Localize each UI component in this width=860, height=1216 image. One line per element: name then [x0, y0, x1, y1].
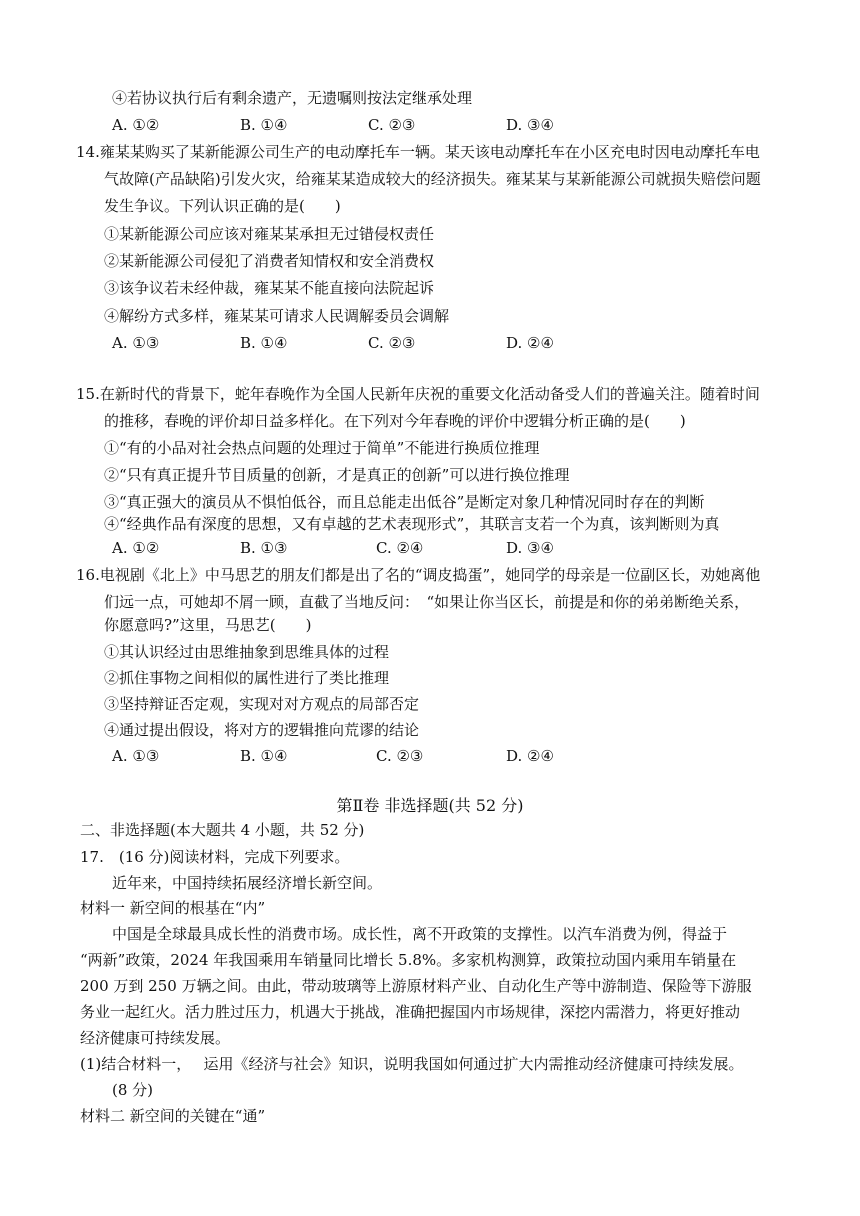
q14-choice-a: A. ①③	[112, 334, 160, 352]
q15-item-3: ③“真正强大的演员从不惧怕低谷，而且总能走出低谷”是断定对象几种情况同时存在的判断	[104, 493, 705, 511]
q15-choices	[112, 537, 672, 559]
q17-sub1: (1)结合材料一， 运用《经济与社会》知识，说明我国如何通过扩大内需推动经济健康可持续发展。	[80, 1055, 744, 1073]
q14-item-3: ③该争议若未经仲裁，雍某某不能直接向法院起诉	[104, 279, 435, 297]
q17-material1-line-4: 务业一起红火。活力胜过压力，机遇大于挑战，准确把握国内市场规律，深挖内需潜力，将更好推动	[80, 1003, 741, 1021]
q17-material1-line-5: 经济健康可持续发展。	[80, 1029, 231, 1047]
q13-choice-b: B. ①④	[240, 116, 288, 134]
q14-stem-line-3: 发生争议。下列认识正确的是( )	[104, 197, 341, 215]
q16-stem-line-3: 你愿意吗?”这里，马思艺( )	[104, 616, 312, 634]
q16-choice-c: C. ②③	[376, 747, 424, 765]
q16-item-3: ③坚持辩证否定观，实现对对方观点的局部否定	[104, 695, 420, 713]
q16-stem-line-1: 16.电视剧《北上》中马思艺的朋友们都是出了名的“调皮捣蛋”，她同学的母亲是一位副区长，劝她离他	[76, 566, 761, 584]
part2-title: 第Ⅱ卷 非选择题(共 52 分)	[336, 796, 524, 815]
q14-choices	[112, 332, 672, 354]
q15-item-1: ①“有的小品对社会热点问题的处理过于简单”不能进行换质位推理	[104, 439, 540, 457]
q14-choice-b: B. ①④	[240, 334, 288, 352]
q16-item-4: ④通过提出假设，将对方的逻辑推向荒谬的结论	[104, 721, 420, 739]
q17-material1-line-2: “两新”政策，2024 年我国乘用车销量同比增长 5.8%。多家机构测算，政策拉动国内乘用车销量在	[80, 951, 737, 969]
q15-stem-line-1: 15.在新时代的背景下，蛇年春晚作为全国人民新年庆祝的重要文化活动备受人们的普遍关注。随着时间	[76, 385, 760, 403]
q13-item-4: ④若协议执行后有剩余遗产，无遗嘱则按法定继承处理	[112, 89, 473, 107]
q15-item-2: ②“只有真正提升节目质量的创新，才是真正的创新”可以进行换位推理	[104, 466, 570, 484]
q17-material1-line-1: 中国是全球最具成长性的消费市场。成长性，离不开政策的支撑性。以汽车消费为例，得益于	[112, 925, 728, 943]
q16-item-1: ①其认识经过由思维抽象到思维具体的过程	[104, 643, 390, 661]
q17-material2-title: 材料二 新空间的关键在“通”	[80, 1107, 266, 1125]
part2-heading: 二、非选择题(本大题共 4 小题，共 52 分)	[80, 821, 365, 839]
q14-item-4: ④解纷方式多样，雍某某可请求人民调解委员会调解	[104, 307, 450, 325]
q15-choice-d: D. ③④	[506, 539, 554, 557]
q16-choice-a: A. ①③	[112, 747, 160, 765]
q14-item-2: ②某新能源公司侵犯了消费者知情权和安全消费权	[104, 252, 435, 270]
q17-lead: 近年来，中国持续拓展经济增长新空间。	[112, 874, 383, 892]
q16-choice-d: D. ②④	[506, 747, 554, 765]
q13-choice-a: A. ①②	[112, 116, 160, 134]
q15-item-4: ④“经典作品有深度的思想，又有卓越的艺术表现形式”，其联言支若一个为真，该判断则为真	[104, 515, 720, 533]
q15-choice-b: B. ①③	[240, 539, 288, 557]
q14-stem-line-1: 14.雍某某购买了某新能源公司生产的电动摩托车一辆。某天该电动摩托车在小区充电时因电动摩托车电	[76, 143, 760, 161]
q17-intro: 17. (16 分)阅读材料，完成下列要求。	[80, 848, 350, 866]
q14-item-1: ①某新能源公司应该对雍某某承担无过错侵权责任	[104, 225, 435, 243]
q17-material1-title: 材料一 新空间的根基在“内”	[80, 899, 266, 917]
q15-choice-c: C. ②④	[376, 539, 424, 557]
q16-choices	[112, 745, 672, 767]
q15-stem-line-2: 的推移，春晚的评价却日益多样化。在下列对今年春晚的评价中逻辑分析正确的是( )	[104, 412, 686, 430]
q17-material1-line-3: 200 万到 250 万辆之间。由此，带动玻璃等上游原材料产业、自动化生产等中游制造、保险等下游服	[80, 977, 752, 995]
q17-sub1-score: (8 分)	[112, 1081, 154, 1099]
q14-choice-c: C. ②③	[368, 334, 416, 352]
q13-choice-d: D. ③④	[506, 116, 554, 134]
q16-choice-b: B. ①④	[240, 747, 288, 765]
q16-item-2: ②抓住事物之间相似的属性进行了类比推理	[104, 669, 390, 687]
q16-stem-line-2: 们远一点，可她却不屑一顾，直截了当地反问： “如果让你当区长，前提是和你的弟弟断绝关系，	[104, 593, 750, 611]
q13-choice-c: C. ②③	[368, 116, 416, 134]
q14-choice-d: D. ②④	[506, 334, 554, 352]
q13-choices	[112, 114, 672, 136]
q15-choice-a: A. ①②	[112, 539, 160, 557]
q14-stem-line-2: 气故障(产品缺陷)引发火灾，给雍某某造成较大的经济损失。雍某某与某新能源公司就损失赔偿问题	[104, 170, 761, 188]
